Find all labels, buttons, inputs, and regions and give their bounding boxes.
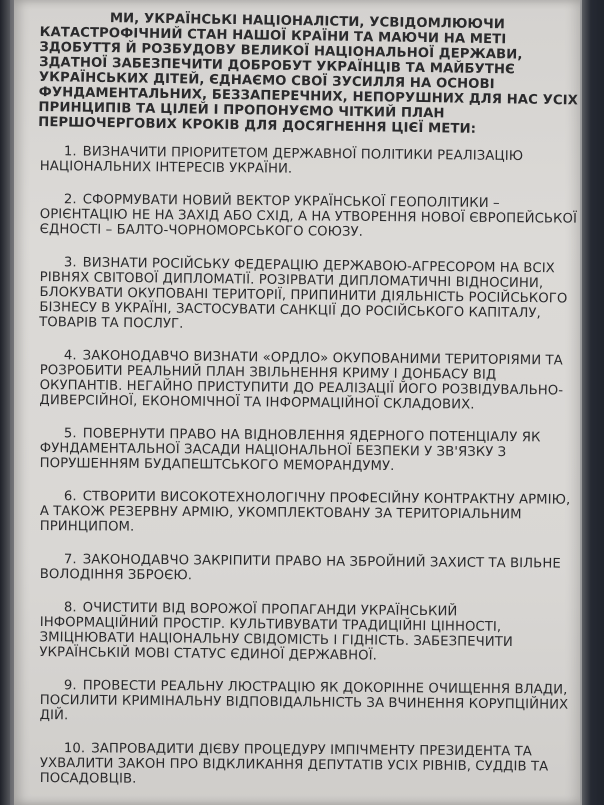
list-item-number: 1.: [63, 144, 77, 160]
list-item-text: ВИЗНАЧИТИ ПРІОРИТЕТОМ ДЕРЖАВНОЇ ПОЛІТИКИ РЕАЛІЗАЦІЮ НАЦІОНАЛЬНИХ ІНТЕРЕСІВ УКРАЇНИ.: [39, 144, 524, 177]
list-item: [40, 552, 580, 587]
list-item: [40, 489, 580, 538]
list-item: [39, 348, 580, 414]
list-item: [40, 678, 580, 728]
list-item-number: 6.: [63, 489, 77, 505]
list-item: [39, 600, 580, 666]
goals-list: [40, 144, 580, 786]
list-item: [40, 192, 580, 242]
list-item-text: ЗАПРОВАДИТИ ДІЄВУ ПРОЦЕДУРУ ІМПІЧМЕНТУ ПРЕЗИДЕНТА ТА УХВАЛИТИ ЗАКОН ПРО ВІДКЛИКАННЯ ДЕПУТАТІВ УСІХ РІВНІВ, СУДДІВ ТА ПОСАДОВЦІВ.: [39, 741, 549, 787]
list-item-number: 4.: [63, 348, 77, 364]
list-item-number: 7.: [63, 552, 77, 568]
list-item-number: 3.: [63, 255, 77, 271]
list-item-text: ОЧИСТИТИ ВІД ВОРОЖОЇ ПРОПАГАНДИ УКРАЇНСЬКИЙ ІНФОРМАЦІЙНИЙ ПРОСТІР. КУЛЬТИВУВАТИ ТРАДИЦІЙНІ ЦІННОСТІ, ЗМІЦНЮВАТИ НАЦІОНАЛЬНУ СВІДОМІСТЬ І ГІДНІСТЬ. ЗАБЕЗПЕЧИТИ УКРАЇНСЬКІЙ МОВІ СТАТУС ЄДИНОЇ ДЕРЖАВНОЇ.: [39, 600, 513, 664]
list-item-text: ЗАКОНОДАВЧО ВИЗНАТИ «ОРДЛО» ОКУПОВАНИМИ ТЕРИТОРІЯМИ ТА РОЗРОБИТИ РЕАЛЬНИЙ ПЛАН ЗВІЛЬНЕННЯ КРИМУ І ДОНБАСУ ВІД ОКУПАНТІВ. НЕГАЙНО ПРИСТУПИТИ ДО РЕАЛІЗАЦІЇ ЙОГО РОЗВІДУВАЛЬНО-ДИВЕРСІЙНОЇ, ЕКОНОМІЧНОЇ ТА ІНФОРМАЦІЙНОЇ СКЛАДОВИХ.: [39, 348, 564, 413]
list-item-text: ПРОВЕСТИ РЕАЛЬНУ ЛЮСТРАЦІЮ ЯК ДОКОРІННЕ ОЧИЩЕННЯ ВЛАДИ, ПОСИЛИТИ КРИМІНАЛЬНУ ВІДПОВІДАЛЬНІСТЬ ЗА ВЧИНЕННЯ КОРУПЦІЙНИХ ДІЙ.: [39, 678, 569, 724]
list-item: [39, 255, 580, 337]
list-item-text: ПОВЕРНУТИ ПРАВО НА ВІДНОВЛЕННЯ ЯДЕРНОГО ПОТЕНЦІАЛУ ЯК ФУНДАМЕНТАЛЬНОЇ ЗАСАДИ НАЦІОНАЛЬНОЇ БЕЗПЕКИ У ЗВ'ЯЗКУ З ПОРУШЕННЯМ БУДАПЕШТСЬКОГО МЕМОРАНДУМУ.: [39, 426, 541, 475]
list-item-text: СФОРМУВАТИ НОВИЙ ВЕКТОР УКРАЇНСЬКОЇ ГЕОПОЛІТИКИ – ОРІЄНТАЦІЮ НЕ НА ЗАХІД АБО СХІД, А НА УТВОРЕННЯ НОВОЇ ЄВРОПЕЙСЬКОЇ ЄДНОСТІ – БАЛТО-ЧОРНОМОРСЬКОГО СОЮЗУ.: [39, 192, 578, 240]
list-item-text: ВИЗНАТИ РОСІЙСЬКУ ФЕДЕРАЦІЮ ДЕРЖАВОЮ-АГРЕСОРОМ НА ВСІХ РІВНЯХ СВІТОВОЇ ДИПЛОМАТІЇ. РОЗІРВАТИ ДИПЛОМАТИЧНІ ВІДНОСИНИ, БЛОКУВАТИ ОКУПОВАНІ ТЕРИТОРІЇ, ПРИПИНИТИ ДІЯЛЬНІСТЬ РОСІЙСЬКОГО БІЗНЕСУ В УКРАЇНІ, ЗАСТОСУВАТИ САНКЦІЇ ДО РОСІЙСЬКОГО КАПІТАЛУ, ТОВАРІВ ТА ПОСЛУГ.: [39, 255, 568, 332]
list-item: [40, 741, 580, 790]
right-dark-edge: [582, 0, 604, 805]
list-item: [40, 144, 580, 180]
list-item-text: СТВОРИТИ ВИСОКОТЕХНОЛОГІЧНУ ПРОФЕСІЙНУ КОНТРАКТНУ АРМІЮ, А ТАКОЖ РЕЗЕРВНУ АРМІЮ, УКОМПЛЕКТОВАНУ ЗА ТЕРИТОРІАЛЬНИМ ПРИНЦИПОМ.: [39, 489, 571, 535]
list-item: [40, 426, 580, 476]
list-item-number: 5.: [63, 426, 77, 442]
list-item-number: 8.: [63, 600, 77, 616]
list-item-number: 2.: [63, 192, 77, 208]
list-item-number: 10.: [63, 741, 86, 757]
manifesto-text: [40, 10, 580, 804]
list-item-number: 9.: [63, 678, 77, 694]
list-item-text: ЗАКОНОДАВЧО ЗАКРІПИТИ ПРАВО НА ЗБРОЙНИЙ ЗАХИСТ ТА ВІЛЬНЕ ВОЛОДІННЯ ЗБРОЄЮ.: [39, 552, 561, 584]
intro-paragraph: МИ, УКРАЇНСЬКІ НАЦІОНАЛІСТИ, УСВІДОМЛЮЮЧИ КАТАСТРОФІЧНИЙ СТАН НАШОЇ КРАЇНИ ТА МАЮЧИ НА МЕТІ ЗДОБУТТЯ Й РОЗБУДОВУ ВЕЛИКОЇ НАЦІОНАЛЬНОЇ ДЕРЖАВИ, ЗДАТНОЇ ЗАБЕЗПЕЧИТИ ДОБРОБУТ УКРАЇНЦІВ ТА МАЙБУТНЄ УКРАЇНСЬКИХ ДІТЕЙ, ЄДНАЄМО СВОЇ ЗУСИЛЛЯ НА ОСНОВІ ФУНДАМЕНТАЛЬНИХ, БЕЗЗАПЕРЕЧНИХ, НЕПОРУШНИХ ДЛЯ НАС УСІХ ПРИНЦИПІВ ТА ЦІЛЕЙ І ПРОПОНУЄМО ЧІТКИЙ ПЛАН ПЕРШОЧЕРГОВИХ КРОКІВ ДЛЯ ДОСЯГНЕННЯ ЦІЄЇ МЕТИ:: [38, 11, 579, 137]
left-shadow-edge: [0, 0, 10, 805]
